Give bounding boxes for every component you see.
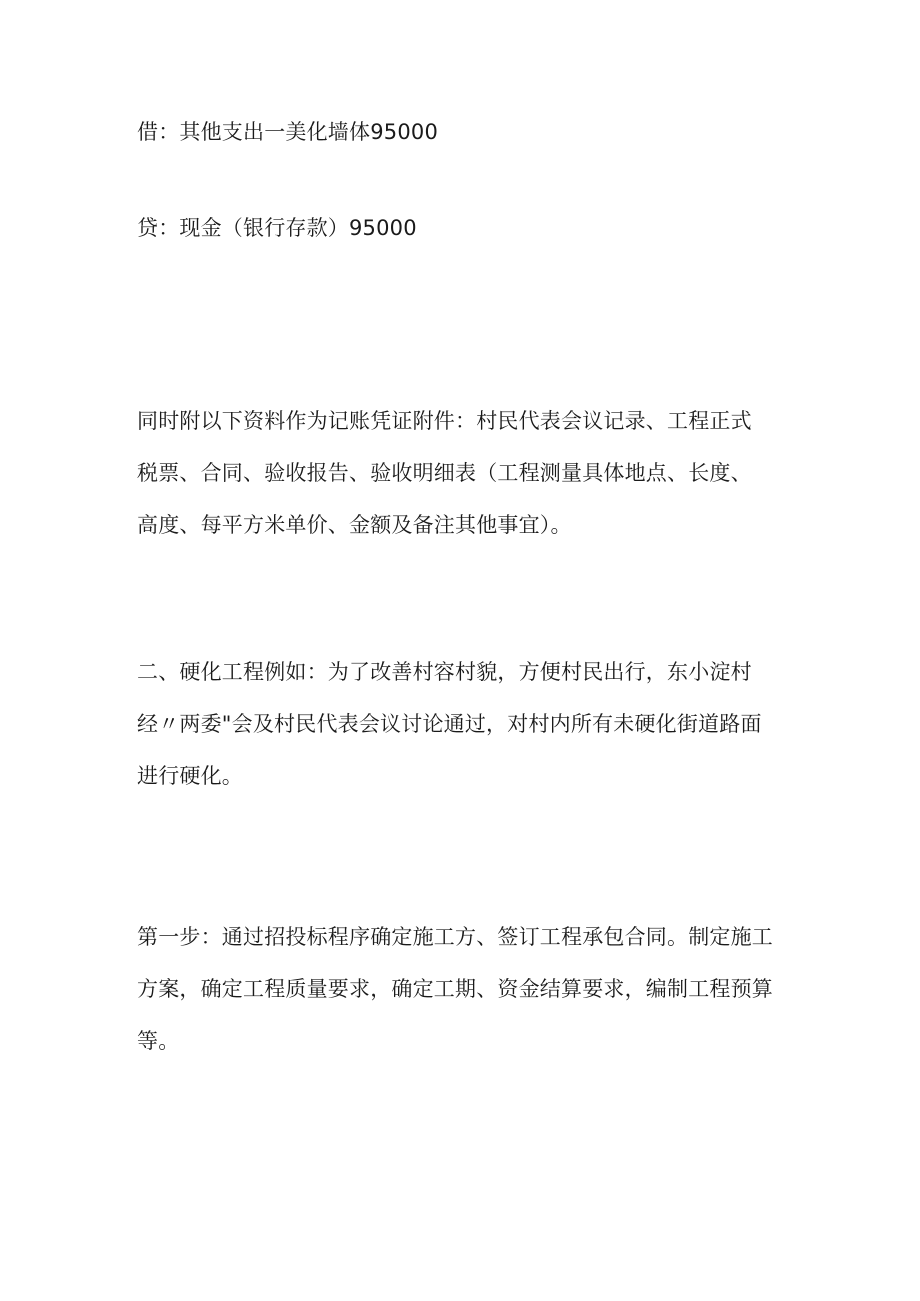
text-line: 贷：现金（银行存款）95000 (137, 216, 417, 240)
debit-entry (137, 114, 797, 150)
text-line: 经〃两委"会及村民代表会议讨论通过，对村内所有未硬化街道路面 (137, 712, 762, 736)
text-line: 同时附以下资料作为记账凭证附件：村民代表会议记录、工程正式 (137, 409, 752, 433)
text-line: 借：其他支出一美化墙体95000 (137, 120, 439, 144)
text-line: 二、硬化工程例如：为了改善村容村貌，方便村民出行，东小淀村 (137, 660, 752, 684)
text-line: 进行硬化。 (137, 764, 243, 788)
text-line: 税票、合同、验收报告、验收明细表（工程测量具体地点、长度、 (137, 461, 752, 485)
text-line: 方案，确定工程质量要求，确定工期、资金结算要求，编制工程预算 (137, 977, 773, 1001)
text-line: 等。 (137, 1029, 180, 1053)
attachments-paragraph (137, 403, 787, 543)
hardening-project-paragraph (137, 654, 787, 794)
text-line: 高度、每平方米单价、金额及备注其他事宜）。 (137, 513, 572, 537)
credit-entry (137, 210, 797, 246)
text-line: 第一步：通过招投标程序确定施工方、签订工程承包合同。制定施工 (137, 925, 773, 949)
step-one-paragraph (137, 919, 797, 1059)
